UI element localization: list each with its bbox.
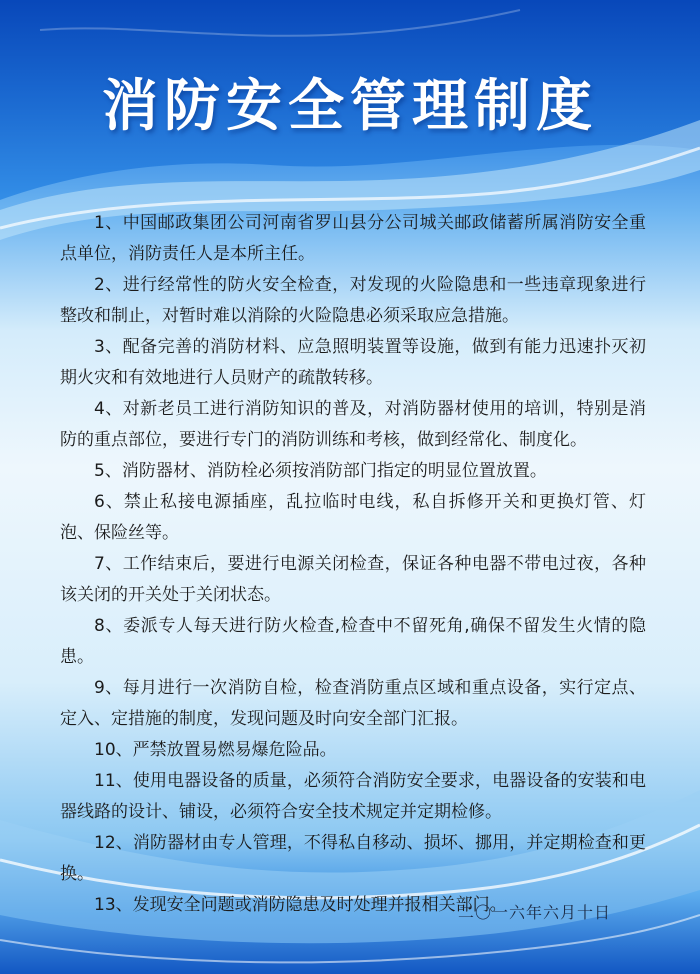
list-item: 8、委派专人每天进行防火检查,检查中不留死角,确保不留发生火情的隐患。 xyxy=(60,616,646,667)
list-item: 5、消防器材、消防栓必须按消防部门指定的明显位置放置。 xyxy=(94,461,547,481)
list-item: 3、配备完善的消防材料、应急照明装置等设施，做到有能力迅速扑灭初期火灾和有效地进行人员财产的疏散转移。 xyxy=(60,337,646,388)
list-item: 12、消防器材由专人管理，不得私自移动、损坏、挪用，并定期检查和更换。 xyxy=(60,833,646,884)
list-item: 13、发现安全问题或消防隐患及时处理并报相关部门。 xyxy=(94,895,507,915)
list-item: 11、使用电器设备的质量，必须符合消防安全要求，电器设备的安装和电器线路的设计、铺设，必须符合安全技术规定并定期检修。 xyxy=(60,771,646,822)
list-item: 1、中国邮政集团公司河南省罗山县分公司城关邮政储蓄所属消防安全重点单位，消防责任人是本所主任。 xyxy=(60,213,646,264)
issue-date: 二〇一六年六月十日 xyxy=(458,903,612,922)
page-title: 消防安全管理制度 xyxy=(102,74,598,139)
list-item: 7、工作结束后，要进行电源关闭检查，保证各种电器不带电过夜，各种该关闭的开关处于关闭状态。 xyxy=(60,554,646,605)
list-item: 2、进行经常性的防火安全检查，对发现的火险隐患和一些违章现象进行整改和制止，对暂时难以消除的火险隐患必须采取应急措施。 xyxy=(60,275,646,326)
list-item: 4、对新老员工进行消防知识的普及，对消防器材使用的培训，特别是消防的重点部位，要进行专门的消防训练和考核，做到经常化、制度化。 xyxy=(60,399,646,450)
list-item: 6、禁止私接电源插座，乱拉临时电线，私自拆修开关和更换灯管、灯泡、保险丝等。 xyxy=(60,492,646,543)
regulation-list xyxy=(60,208,646,921)
list-item: 10、严禁放置易燃易爆危险品。 xyxy=(94,740,337,760)
list-item: 9、每月进行一次消防自检，检查消防重点区域和重点设备，实行定点、定入、定措施的制度，发现问题及时向安全部门汇报。 xyxy=(60,678,646,729)
